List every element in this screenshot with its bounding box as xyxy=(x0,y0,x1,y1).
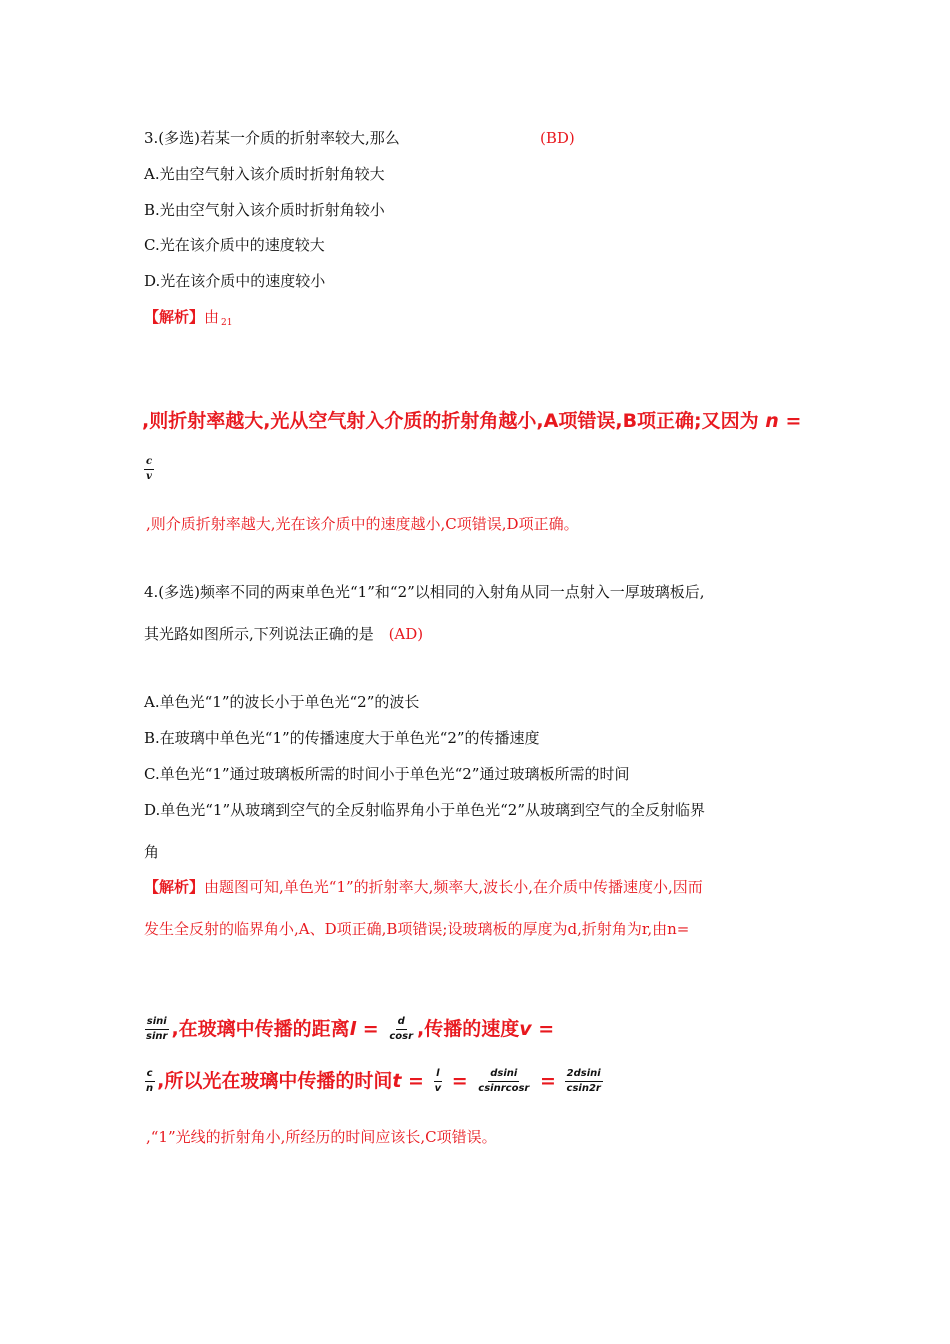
frac-num: d xyxy=(396,1016,407,1030)
q4-stem-line1: 4.(多选)频率不同的两束单色光“1”和“2”以相同的入射角从同一点射入一厚玻璃板后, xyxy=(144,583,705,601)
frac-den: csin2r xyxy=(566,1083,601,1094)
q3-option-c: C.光在该介质中的速度较大 xyxy=(144,236,325,254)
q3-analysis-start xyxy=(144,307,232,333)
q3-analysis-formula-line xyxy=(142,408,801,434)
formula-math-v: v = xyxy=(519,1018,555,1040)
q3-analysis-end: ,则介质折射率越大,光在该介质中的速度越小,C项错误,D项正确。 xyxy=(146,515,579,533)
analysis-text: 由 xyxy=(204,308,220,326)
frac-den: cosr xyxy=(389,1031,414,1042)
frac-num: c xyxy=(144,456,154,470)
formula-equals: = xyxy=(539,1070,556,1092)
frac-num: c xyxy=(145,1068,155,1082)
formula-text: ,传播的速度 xyxy=(417,1018,520,1040)
q3-stem xyxy=(144,128,400,148)
q3-option-b: B.光由空气射入该介质时折射角较小 xyxy=(144,201,385,219)
q3-fraction-c-over-v xyxy=(142,456,156,483)
frac-den: csinrcosr xyxy=(478,1083,530,1094)
analysis-subscript: 21 xyxy=(221,318,233,328)
formula-text: ,则折射率越大,光从空气射入介质的折射角越小,A项错误,B项正确;又因为 xyxy=(142,410,759,432)
formula-text: ,所以光在玻璃中传播的时间 xyxy=(157,1070,393,1092)
analysis-tag: 【解析】 xyxy=(144,878,205,896)
q4-analysis-line2: 发生全反射的临界角小,A、D项正确,B项错误;设玻璃板的厚度为d,折射角为r,由n= xyxy=(144,920,690,938)
q4-analysis-line1 xyxy=(144,877,703,897)
frac-den: v xyxy=(434,1083,442,1094)
frac-num: dsini xyxy=(488,1068,519,1082)
frac-den: n xyxy=(146,1083,154,1094)
analysis-text: 由题图可知,单色光“1”的折射率大,频率大,波长小,在介质中传播速度小,因而 xyxy=(204,878,703,896)
q3-answer: (BD) xyxy=(540,129,575,147)
frac-den: sinr xyxy=(146,1031,168,1042)
q4-analysis-end: ,“1”光线的折射角小,所经历的时间应该长,C项错误。 xyxy=(146,1128,497,1146)
frac-num: 2dsini xyxy=(565,1068,603,1082)
q4-stem-line2 xyxy=(144,624,423,644)
q3-option-a: A.光由空气射入该介质时折射角较大 xyxy=(144,165,385,183)
q4-option-d: D.单色光“1”从玻璃到空气的全反射临界角小于单色光“2”从玻璃到空气的全反射临界 xyxy=(144,801,706,819)
q3-stem-text: 3.(多选)若某一介质的折射率较大,那么 xyxy=(144,129,400,147)
formula-math-l: l = xyxy=(349,1018,379,1040)
formula-text: ,在玻璃中传播的距离 xyxy=(171,1018,350,1040)
formula-equals: = xyxy=(451,1070,468,1092)
q4-option-b: B.在玻璃中单色光“1”的传播速度大于单色光“2”的传播速度 xyxy=(144,729,540,747)
q4-option-a: A.单色光“1”的波长小于单色光“2”的波长 xyxy=(144,693,420,711)
q4-option-d-cont: 角 xyxy=(144,843,160,861)
formula-math-t: t = xyxy=(392,1070,424,1092)
q4-option-c: C.单色光“1”通过玻璃板所需的时间小于单色光“2”通过玻璃板所需的时间 xyxy=(144,765,630,783)
frac-den: v xyxy=(146,471,152,482)
q4-formula-line2 xyxy=(142,1068,605,1095)
frac-num: l xyxy=(434,1068,441,1082)
q4-answer: (AD) xyxy=(388,625,424,643)
analysis-tag: 【解析】 xyxy=(144,308,205,326)
formula-math-n: n = xyxy=(765,410,802,432)
q4-stem-text: 其光路如图所示,下列说法正确的是 xyxy=(144,625,374,643)
frac-num: sini xyxy=(145,1016,169,1030)
q4-formula-line1 xyxy=(142,1016,554,1043)
q3-option-d: D.光在该介质中的速度较小 xyxy=(144,272,326,290)
